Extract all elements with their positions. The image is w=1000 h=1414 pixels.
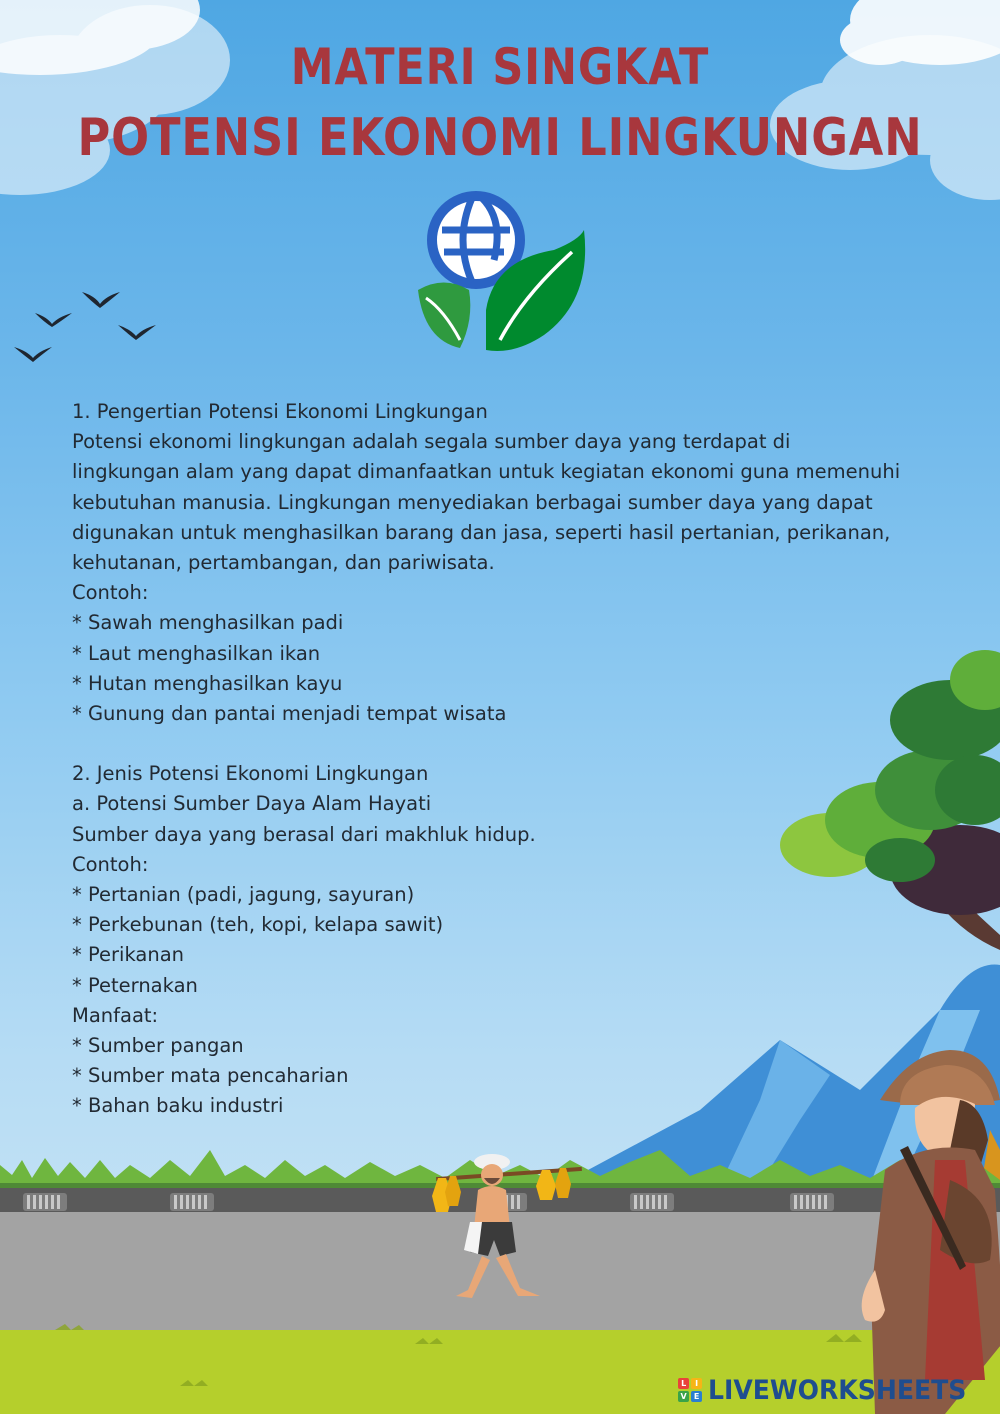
paragraph-line: lingkungan alam yang dapat dimanfaatkan untuk kegiatan ekonomi guna memenuhi (72, 460, 901, 484)
list-item: * Pertanian (padi, jagung, sayuran) (72, 883, 415, 906)
list-item: * Sumber mata pencaharian (72, 1064, 349, 1088)
worksheet-body (72, 397, 952, 1122)
label-contoh: Contoh: (72, 852, 149, 876)
list-item: * Perikanan (72, 943, 185, 967)
logo-letter: I (691, 1378, 702, 1389)
logo-letter: E (691, 1391, 702, 1402)
paragraph-line: Potensi ekonomi lingkungan adalah segala sumber daya yang terdapat di (72, 430, 791, 454)
paragraph-line: kebutuhan manusia. Lingkungan menyediakan berbagai sumber daya yang dapat (72, 490, 873, 514)
liveworksheets-brand[interactable] (678, 1373, 986, 1407)
list-item: * Perkebunan (teh, kopi, kelapa sawit) (72, 913, 444, 937)
label-manfaat: Manfaat: (72, 1003, 159, 1027)
list-item: * Hutan menghasilkan kayu (72, 671, 343, 695)
paragraph-line: Sumber daya yang berasal dari makhluk hidup. (72, 822, 536, 846)
list-item: * Bahan baku industri (72, 1094, 284, 1118)
list-item: * Laut menghasilkan ikan (72, 641, 321, 665)
heading-jenis: 2. Jenis Potensi Ekonomi Lingkungan (72, 762, 429, 786)
heading-pengertian: 1. Pengertian Potensi Ekonomi Lingkungan (72, 400, 488, 423)
globe-with-leaves-icon (414, 190, 589, 355)
page-title-line-1: MATERI SINGKAT (290, 38, 710, 96)
logo-letter: V (678, 1391, 689, 1402)
spacer (72, 729, 952, 759)
logo-letter: L (678, 1378, 689, 1389)
label-contoh: Contoh: (72, 581, 149, 605)
paragraph-line: kehutanan, pertambangan, dan pariwisata. (72, 550, 495, 574)
brand-name: LIVEWORKSHEETS (708, 1374, 967, 1406)
list-item: * Gunung dan pantai menjadi tempat wisata (72, 701, 507, 725)
paragraph-line: digunakan untuk menghasilkan barang dan jasa, seperti hasil pertanian, perikanan, (72, 520, 891, 544)
list-item: * Sawah menghasilkan padi (72, 611, 344, 635)
page-title-line-2: POTENSI EKONOMI LINGKUNGAN (77, 108, 923, 168)
liveworksheets-logo-icon (678, 1378, 702, 1402)
subheading-hayati: a. Potensi Sumber Daya Alam Hayati (72, 792, 432, 816)
list-item: * Sumber pangan (72, 1033, 244, 1057)
list-item: * Peternakan (72, 973, 198, 997)
birds (14, 292, 156, 362)
